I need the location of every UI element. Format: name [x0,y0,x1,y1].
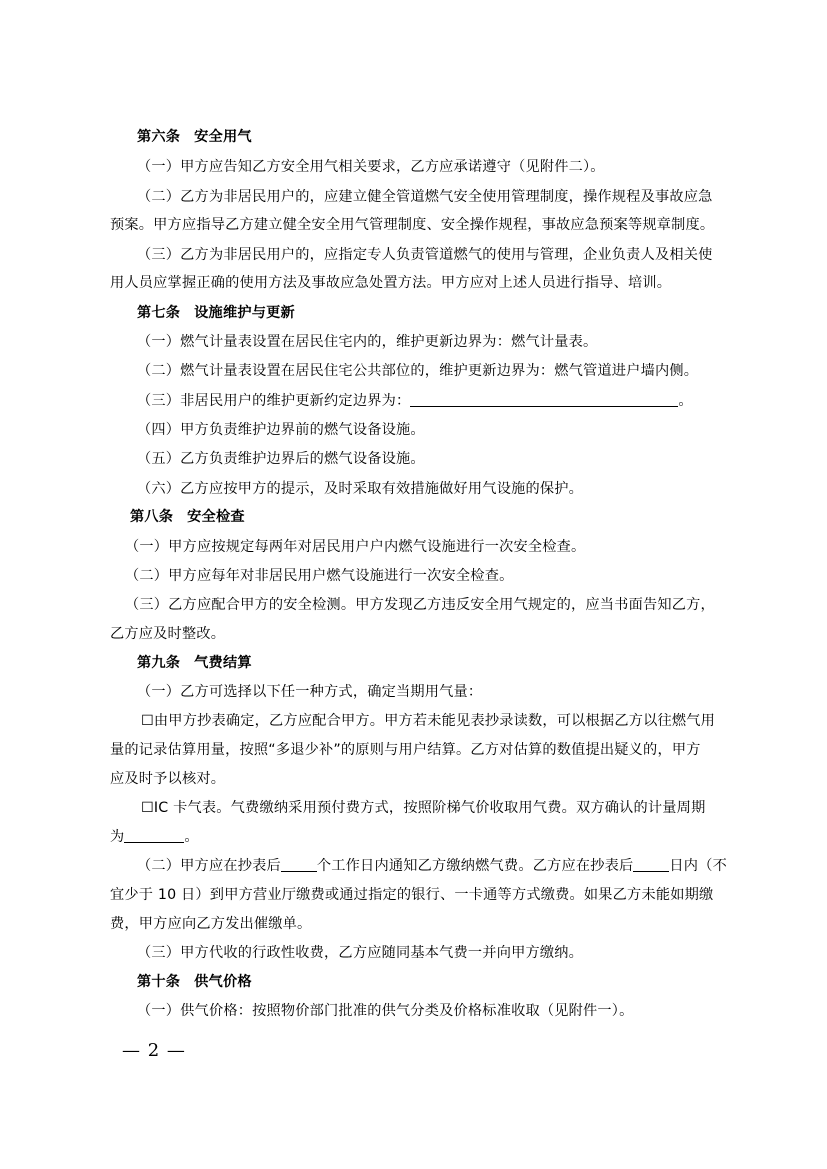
article-6-clause-3-line-1: （三）乙方为非居民用户的，应指定专人负责管道燃气的使用与管理，企业负责人及相关使 [137,247,713,263]
option-meter-reading-line-1: 由甲方抄表确定，乙方应配合甲方。甲方若未能见表抄录读数，可以根据乙方以往燃气用 [153,713,716,729]
option-meter-reading-line-2: 量的记录估算用量，按照“多退少补”的原则与用户结算。乙方对估算的数值提出疑义的，甲方 [110,742,701,758]
option-meter-reading-line-3: 应及时予以核对。 [110,771,226,787]
article-10-title: 供气价格 [194,974,252,990]
article-6-clause-3-line-2: 用人员应掌握正确的使用方法及事故应急处置方法。甲方应对上述人员进行指导、培训。 [110,275,672,291]
article-6-heading [137,127,747,147]
article-8-clause-1: （一）甲方应按规定每两年对居民用户户内燃气设施进行一次安全检查。 [125,539,586,555]
article-7-clause-2: （二）燃气计量表设置在居民住宅公共部位的，维护更新边界为：燃气管道进户墙内侧。 [137,363,699,379]
article-9-clause-2-line-1 [137,856,747,876]
article-9-number: 第九条 [137,655,181,671]
article-9-heading [137,653,747,673]
article-10-clause-1: （一）供气价格：按照物价部门批准的供气分类及价格标准收取（见附件一）。 [137,1003,634,1019]
article-6-clause-2-line-1: （二）乙方为非居民用户的，应建立健全管道燃气安全使用管理制度，操作规程及事故应急 [137,189,713,205]
article-9-clause-1: （一）乙方可选择以下任一种方式，确定当期用气量： [137,684,483,700]
article-8-clause-3-line-2: 乙方应及时整改。 [110,626,226,642]
clause-2-text-b: 个工作日内通知乙方缴纳燃气费。乙方应在抄表后 [316,858,634,874]
option-ic-card-period-end: 。 [184,829,199,845]
article-7-clause-4: （四）甲方负责维护边界前的燃气设备设施。 [137,422,425,438]
article-6-number: 第六条 [137,129,181,145]
article-7-title: 设施维护与更新 [194,305,295,321]
article-9-title: 气费结算 [194,655,252,671]
option-meter-reading [141,711,751,731]
notify-days-blank[interactable] [281,856,317,872]
period-fill-blank[interactable] [124,827,184,843]
clause-2-text-a: （二）甲方应在抄表后 [137,858,281,874]
article-7-clause-5: （五）乙方负责维护边界后的燃气设备设施。 [137,451,425,467]
article-6-clause-1: （一）甲方应告知乙方安全用气相关要求，乙方应承诺遵守（见附件二）。 [137,159,605,175]
boundary-fill-blank[interactable] [410,391,678,407]
article-7-clause-3-text: （三）非居民用户的维护更新约定边界为： [137,393,411,409]
article-8-heading [130,507,740,527]
article-6-title: 安全用气 [194,129,252,145]
article-9-clause-2-line-2: 宜少于 10 日）到甲方营业厅缴费或通过指定的银行、一卡通等方式缴费。如果乙方未能如期缴 [110,887,714,903]
article-7-clause-3-end: 。 [678,393,693,409]
article-8-number: 第八条 [130,509,174,525]
meter-reading-checkbox[interactable]: ☐ [141,713,154,729]
option-ic-card-line-2 [110,827,720,847]
clause-2-text-c: 日内（不 [669,858,727,874]
article-7-number: 第七条 [137,305,181,321]
article-7-heading [137,303,747,323]
page-number: — 2 — [122,1040,186,1061]
article-7-clause-1: （一）燃气计量表设置在居民住宅内的，维护更新边界为：燃气计量表。 [137,334,598,350]
option-ic-card [141,798,751,818]
payment-days-blank[interactable] [633,856,669,872]
article-7-clause-6: （六）乙方应按甲方的提示，及时采取有效措施做好用气设施的保护。 [137,481,584,497]
ic-card-checkbox[interactable]: ☐ [141,800,154,816]
article-8-clause-3-line-1: （三）乙方应配合甲方的安全检测。甲方发现乙方违反安全用气规定的，应当书面告知乙方， [125,597,715,613]
article-9-clause-3: （三）甲方代收的行政性收费，乙方应随同基本气费一并向甲方缴纳。 [137,945,584,961]
article-7-clause-3 [137,391,747,411]
option-ic-card-line-1: IC 卡气表。气费缴纳采用预付费方式，按照阶梯气价收取用气费。双方确认的计量周期 [153,800,706,816]
article-6-clause-2-line-2: 预案。甲方应指导乙方建立健全安全用气管理制度、安全操作规程，事故应急预案等规章制度。 [110,217,715,233]
option-ic-card-period-label: 为 [110,829,125,845]
article-8-title: 安全检查 [187,509,245,525]
article-10-heading [137,972,747,992]
article-8-clause-2: （二）甲方应每年对非居民用户燃气设施进行一次安全检查。 [125,568,514,584]
article-9-clause-2-line-3: 费，甲方应向乙方发出催缴单。 [110,916,312,932]
article-10-number: 第十条 [137,974,181,990]
